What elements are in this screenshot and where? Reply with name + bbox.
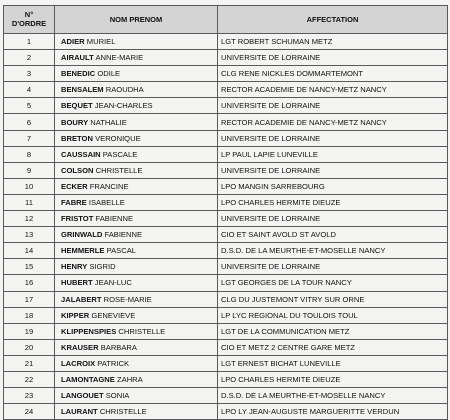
name-cell [55,355,218,371]
last-name: KRAUSER [61,342,99,352]
assignment-cell: LGT DE LA COMMUNICATION METZ [218,323,448,339]
table-row [4,243,448,259]
order-number-cell: 13 [4,227,55,243]
header-order-line2: D'ORDRE [11,18,47,28]
first-name: SIGRID [89,262,116,272]
name-cell [55,404,218,420]
table-row [4,291,448,307]
assignment-cell: CLG RENE NICKLES DOMMARTEMONT [218,66,448,82]
order-number-cell: 6 [4,114,55,130]
order-number-cell: 5 [4,98,55,114]
first-name: ISABELLE [88,197,125,207]
name-cell [55,34,218,50]
name-cell [55,82,218,98]
name-cell [55,371,218,387]
order-number-cell: 21 [4,355,55,371]
name-cell [55,162,218,178]
table-row [4,275,448,291]
assignment-cell: CIO ET SAINT AVOLD ST AVOLD [218,227,448,243]
name-cell [55,211,218,227]
last-name: BOURY [61,117,89,127]
staff-assignment-table [3,5,448,420]
order-number-cell: 1 [4,34,55,50]
table-row [4,130,448,146]
first-name: CHRISTELLE [118,326,166,336]
last-name: KIPPER [61,310,90,320]
name-cell [55,243,218,259]
assignment-cell: UNIVERSITE DE LORRAINE [218,162,448,178]
order-number-cell: 15 [4,259,55,275]
name-cell [55,307,218,323]
table-row [4,178,448,194]
last-name: BENEDIC [61,69,96,79]
last-name: BENSALEM [61,85,104,95]
first-name: BARBARA [100,342,137,352]
first-name: GENEVIEVE [91,310,136,320]
table-row [4,259,448,275]
assignment-cell: LPO MANGIN SARREBOURG [218,178,448,194]
last-name: FRISTOT [61,214,94,224]
table-row [4,211,448,227]
last-name: BRETON [61,133,93,143]
assignment-cell: LP LYC REGIONAL DU TOULOIS TOUL [218,307,448,323]
table-row [4,50,448,66]
assignment-cell: LPO CHARLES HERMITE DIEUZE [218,194,448,210]
first-name: NATHALIE [90,117,127,127]
assignment-cell: RECTOR ACADEMIE DE NANCY-METZ NANCY [218,114,448,130]
order-number-cell: 9 [4,162,55,178]
name-cell [55,339,218,355]
first-name: PATRICK [97,358,130,368]
name-cell [55,98,218,114]
first-name: FABIENNE [95,214,134,224]
last-name: LAMONTAGNE [61,375,115,385]
last-name: FABRE [61,197,87,207]
first-name: JEAN-CHARLES [94,101,153,111]
table-row [4,98,448,114]
header-assignment: AFFECTATION [218,6,448,34]
first-name: PASCALE [102,149,138,159]
order-number-cell: 12 [4,211,55,227]
assignment-cell: D.S.D. DE LA MEURTHE-ET-MOSELLE NANCY [218,243,448,259]
table-row [4,82,448,98]
first-name: VERONIQUE [95,133,141,143]
assignment-cell: D.S.D. DE LA MEURTHE-ET-MOSELLE NANCY [218,388,448,404]
table-row [4,146,448,162]
order-number-cell: 7 [4,130,55,146]
assignment-cell: CLG DU JUSTEMONT VITRY SUR ORNE [218,291,448,307]
first-name: SONIA [105,391,130,401]
header-order-number [4,6,55,34]
name-cell [55,50,218,66]
name-cell [55,388,218,404]
last-name: LACROIX [61,358,96,368]
order-number-cell: 4 [4,82,55,98]
last-name: AIRAULT [61,53,94,63]
table-row [4,339,448,355]
table-row [4,323,448,339]
name-cell [55,291,218,307]
name-cell [55,130,218,146]
first-name: FRANCINE [89,181,129,191]
first-name: CHRISTELLE [95,165,143,175]
table-row [4,355,448,371]
assignment-cell: LGT ROBERT SCHUMAN METZ [218,34,448,50]
order-number-cell: 22 [4,371,55,387]
name-cell [55,66,218,82]
first-name: ZAHRA [116,375,143,385]
table-row [4,162,448,178]
name-cell [55,259,218,275]
order-number-cell: 3 [4,66,55,82]
last-name: ADIER [61,37,85,47]
order-number-cell: 19 [4,323,55,339]
order-number-cell: 17 [4,291,55,307]
order-number-cell: 20 [4,339,55,355]
last-name: HEMMERLE [61,246,105,256]
table-row [4,371,448,387]
assignment-cell: UNIVERSITE DE LORRAINE [218,50,448,66]
first-name: JEAN-LUC [94,278,132,288]
first-name: FABIENNE [104,230,143,240]
table-row [4,227,448,243]
order-number-cell: 23 [4,388,55,404]
name-cell [55,178,218,194]
table-row [4,114,448,130]
last-name: LANGOUET [61,391,104,401]
name-cell [55,227,218,243]
order-number-cell: 11 [4,194,55,210]
last-name: BEQUET [61,101,93,111]
first-name: ROSE-MARIE [103,294,152,304]
last-name: JALABERT [61,294,102,304]
assignment-cell: LP PAUL LAPIE LUNEVILLE [218,146,448,162]
assignment-cell: UNIVERSITE DE LORRAINE [218,98,448,114]
assignment-cell: LGT GEORGES DE LA TOUR NANCY [218,275,448,291]
order-number-cell: 14 [4,243,55,259]
name-cell [55,323,218,339]
assignment-cell: RECTOR ACADEMIE DE NANCY-METZ NANCY [218,82,448,98]
assignment-cell: LGT ERNEST BICHAT LUNEVILLE [218,355,448,371]
assignment-cell: UNIVERSITE DE LORRAINE [218,211,448,227]
assignment-cell: LPO LY JEAN-AUGUSTE MARGUERITTE VERDUN [218,404,448,420]
last-name: LAURANT [61,407,98,417]
assignment-cell: UNIVERSITE DE LORRAINE [218,259,448,275]
table-row [4,34,448,50]
order-number-cell: 18 [4,307,55,323]
last-name: CAUSSAIN [61,149,101,159]
order-number-cell: 24 [4,404,55,420]
table-row [4,388,448,404]
last-name: HENRY [61,262,88,272]
assignment-cell: CIO ET METZ 2 CENTRE GARE METZ [218,339,448,355]
order-number-cell: 10 [4,178,55,194]
table-row [4,194,448,210]
first-name: ANNE-MARIE [95,53,144,63]
name-cell [55,194,218,210]
assignment-cell: LPO CHARLES HERMITE DIEUZE [218,371,448,387]
name-cell [55,275,218,291]
order-number-cell: 16 [4,275,55,291]
last-name: ECKER [61,181,88,191]
first-name: PASCAL [106,246,136,256]
last-name: GRINWALD [61,230,103,240]
table-header-row [4,6,448,34]
document-sheet [3,5,447,420]
name-cell [55,114,218,130]
order-number-cell: 8 [4,146,55,162]
first-name: CHRISTELLE [99,407,147,417]
name-cell [55,146,218,162]
assignment-cell: UNIVERSITE DE LORRAINE [218,130,448,146]
last-name: HUBERT [61,278,93,288]
header-name: NOM PRENOM [55,6,218,34]
table-row [4,404,448,420]
first-name: RAOUDHA [105,85,144,95]
last-name: COLSON [61,165,94,175]
first-name: MURIEL [86,37,116,47]
first-name: ODILE [97,69,121,79]
table-row [4,66,448,82]
last-name: KLIPPENSPIES [61,326,117,336]
header-order-line1: N° [24,10,34,19]
table-row [4,307,448,323]
order-number-cell: 2 [4,50,55,66]
